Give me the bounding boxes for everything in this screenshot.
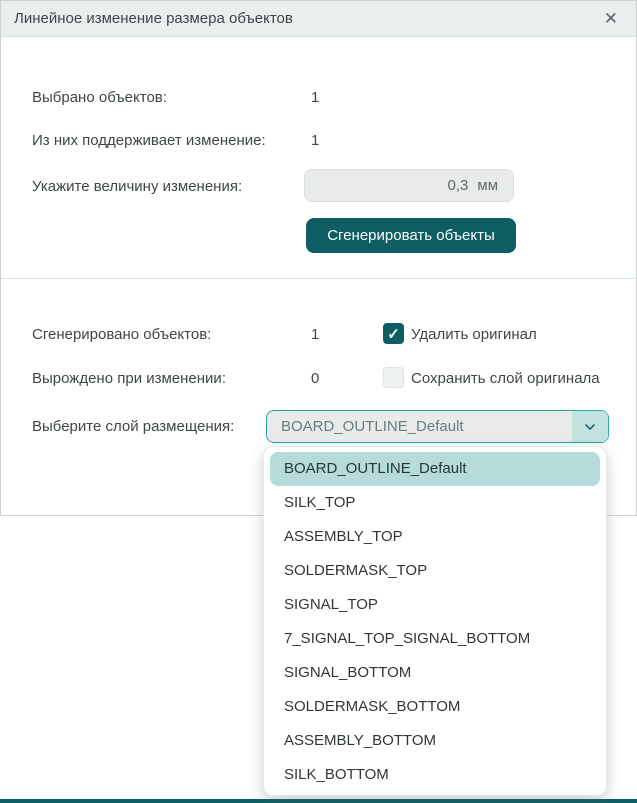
layer-combobox[interactable] (266, 410, 609, 443)
generated-objects-value: 1 (311, 326, 320, 343)
generate-objects-button[interactable]: Сгенерировать объекты (306, 218, 516, 253)
amount-unit: мм (477, 177, 498, 194)
dialog-title: Линейное изменение размера объектов (14, 10, 293, 27)
layer-combobox-value: BOARD_OUTLINE_Default (281, 418, 464, 435)
dropdown-item-soldermask-top[interactable]: SOLDERMASK_TOP (284, 562, 428, 579)
dropdown-item-signal-top-signal-bottom[interactable]: 7_SIGNAL_TOP_SIGNAL_BOTTOM (284, 630, 531, 647)
chevron-down-icon[interactable] (572, 411, 608, 442)
keep-layer-label[interactable]: Сохранить слой оригинала (411, 370, 600, 387)
dropdown-item-signal-bottom[interactable]: SIGNAL_BOTTOM (284, 664, 412, 681)
dropdown-item-assembly-top[interactable]: ASSEMBLY_TOP (284, 528, 403, 545)
dropdown-item-signal-top[interactable]: SIGNAL_TOP (284, 596, 378, 613)
amount-input[interactable] (304, 169, 514, 202)
dropdown-item-board-outline[interactable]: BOARD_OUTLINE_Default (270, 452, 600, 486)
supported-objects-label: Из них поддерживает изменение: (32, 132, 266, 149)
delete-original-checkbox[interactable] (383, 323, 404, 344)
close-icon[interactable]: ✕ (603, 9, 618, 28)
dropdown-item-silk-bottom[interactable]: SILK_BOTTOM (284, 766, 389, 783)
section-separator (1, 278, 636, 279)
degenerated-value: 0 (311, 370, 320, 387)
layer-dropdown-popup (263, 446, 607, 796)
degenerated-label: Вырождено при изменении: (32, 370, 226, 387)
keep-layer-checkbox[interactable] (383, 367, 404, 388)
selected-objects-label: Выбрано объектов: (32, 89, 167, 106)
amount-label: Укажите величину изменения: (32, 178, 243, 195)
dropdown-item-soldermask-bottom[interactable]: SOLDERMASK_BOTTOM (284, 698, 461, 715)
dropdown-item-assembly-bottom[interactable]: ASSEMBLY_BOTTOM (284, 732, 436, 749)
dialog-titlebar (1, 1, 636, 37)
amount-value: 0,3 (447, 177, 469, 194)
delete-original-label[interactable]: Удалить оригинал (411, 326, 537, 343)
selected-objects-value: 1 (311, 89, 320, 106)
generated-objects-label: Сгенерировано объектов: (32, 326, 212, 343)
check-icon: ✓ (387, 325, 400, 343)
dropdown-item-silk-top[interactable]: SILK_TOP (284, 494, 356, 511)
supported-objects-value: 1 (311, 132, 320, 149)
layer-select-label: Выберите слой размещения: (32, 418, 235, 435)
background-app-edge (0, 799, 637, 803)
